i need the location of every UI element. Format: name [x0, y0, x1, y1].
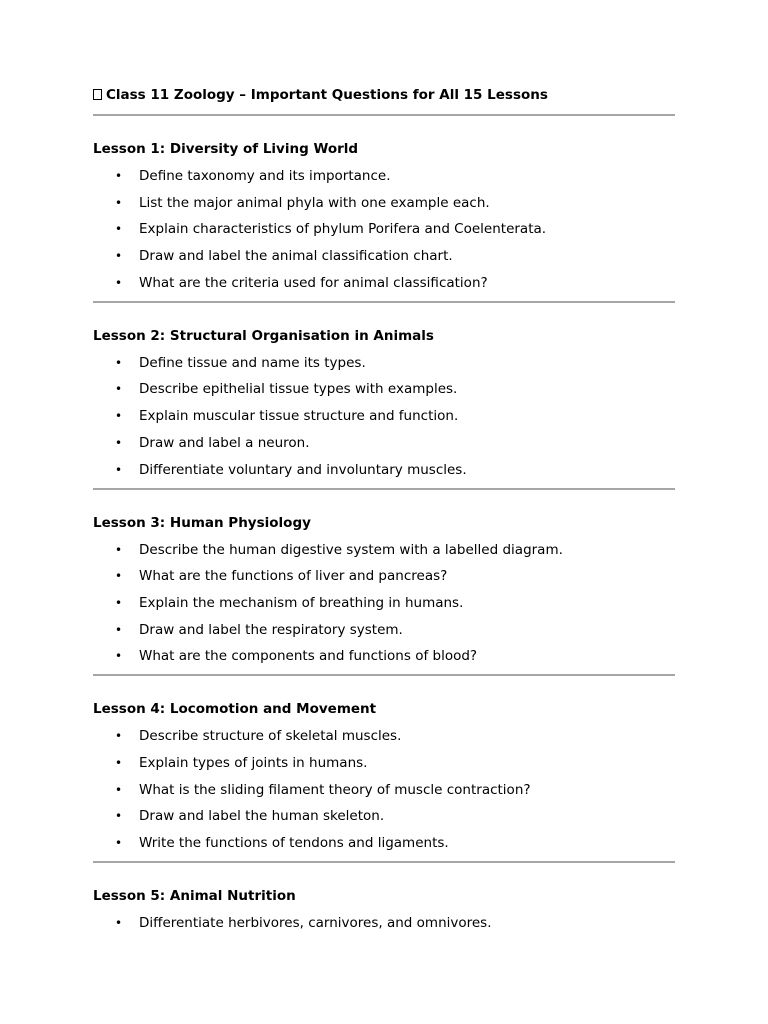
bullet-icon: • [115, 275, 123, 290]
question-item [93, 354, 675, 372]
lesson-heading: Lesson 2: Structural Organisation in Animals [93, 327, 434, 344]
question-text: Explain muscular tissue structure and function. [139, 408, 459, 425]
question-text: Describe structure of skeletal muscles. [139, 728, 402, 745]
bullet-icon: • [115, 836, 123, 850]
bullet-icon: • [115, 462, 123, 477]
question-text: Differentiate herbivores, carnivores, and omnivores. [139, 915, 492, 931]
missing-glyph-icon [93, 89, 102, 100]
bullet-icon: • [115, 542, 123, 557]
bullet-icon: • [115, 729, 123, 744]
question-text: Explain types of joints in humans. [139, 754, 368, 771]
question-text: What are the criteria used for animal classification? [139, 274, 488, 291]
question-item [93, 807, 675, 825]
question-list [93, 914, 675, 932]
bullet-icon: • [115, 569, 123, 584]
question-text: Write the functions of tendons and ligaments. [139, 835, 449, 851]
question-list [93, 727, 675, 852]
question-item [93, 541, 675, 559]
question-text: What are the functions of liver and pancreas? [139, 568, 448, 585]
lesson-heading: Lesson 3: Human Physiology [93, 514, 311, 531]
bullet-icon: • [115, 169, 123, 183]
lesson-section [93, 676, 675, 852]
bullet-icon: • [115, 382, 123, 397]
question-item [93, 194, 675, 212]
question-item [93, 754, 675, 772]
document-title-text: Class 11 Zoology – Important Questions for All 15 Lessons [106, 87, 548, 103]
lesson-section [93, 490, 675, 666]
question-text: Draw and label the animal classification chart. [139, 248, 453, 265]
bullet-icon: • [115, 782, 123, 797]
question-item [93, 594, 675, 612]
lesson-section [93, 116, 675, 292]
bullet-icon: • [115, 222, 123, 237]
question-list [93, 354, 675, 479]
question-item [93, 380, 675, 398]
question-text: Draw and label the respiratory system. [139, 621, 403, 638]
question-item [93, 407, 675, 425]
question-text: What are the components and functions of blood? [139, 648, 478, 665]
question-item [93, 461, 675, 479]
question-text: Describe the human digestive system with a labelled diagram. [139, 541, 563, 558]
question-text: Explain characteristics of phylum Porifera and Coelenterata. [139, 221, 547, 238]
question-item [93, 781, 675, 799]
lessons-container [93, 116, 675, 932]
document-page [93, 86, 675, 932]
question-text: Differentiate voluntary and involuntary muscles. [139, 461, 467, 478]
bullet-icon: • [115, 916, 123, 930]
question-text: Define tissue and name its types. [139, 354, 366, 371]
document-title [93, 86, 675, 104]
question-list [93, 167, 675, 292]
lesson-section [93, 863, 675, 932]
bullet-icon: • [115, 195, 123, 210]
bullet-icon: • [115, 249, 123, 264]
bullet-icon: • [115, 435, 123, 450]
question-text: Describe epithelial tissue types with examples. [139, 381, 458, 398]
bullet-icon: • [115, 355, 123, 370]
question-list [93, 541, 675, 666]
bullet-icon: • [115, 622, 123, 637]
lesson-section [93, 303, 675, 479]
question-item [93, 247, 675, 265]
question-text: Explain the mechanism of breathing in humans. [139, 594, 464, 611]
question-item [93, 167, 675, 185]
bullet-icon: • [115, 755, 123, 770]
question-item [93, 220, 675, 238]
question-text: List the major animal phyla with one example each. [139, 194, 490, 211]
question-text: Draw and label the human skeleton. [139, 808, 385, 825]
lesson-heading: Lesson 1: Diversity of Living World [93, 141, 359, 157]
question-item [93, 621, 675, 639]
question-text: Define taxonomy and its importance. [139, 168, 391, 184]
question-item [93, 434, 675, 452]
bullet-icon: • [115, 409, 123, 424]
bullet-icon: • [115, 649, 123, 664]
question-item [93, 647, 675, 665]
question-text: What is the sliding filament theory of muscle contraction? [139, 781, 531, 798]
lesson-heading: Lesson 4: Locomotion and Movement [93, 701, 377, 718]
question-item [93, 914, 675, 932]
question-item [93, 727, 675, 745]
question-item [93, 567, 675, 585]
question-item [93, 834, 675, 852]
bullet-icon: • [115, 595, 123, 610]
question-item [93, 274, 675, 292]
question-text: Draw and label a neuron. [139, 434, 310, 451]
bullet-icon: • [115, 809, 123, 824]
lesson-heading: Lesson 5: Animal Nutrition [93, 888, 296, 904]
